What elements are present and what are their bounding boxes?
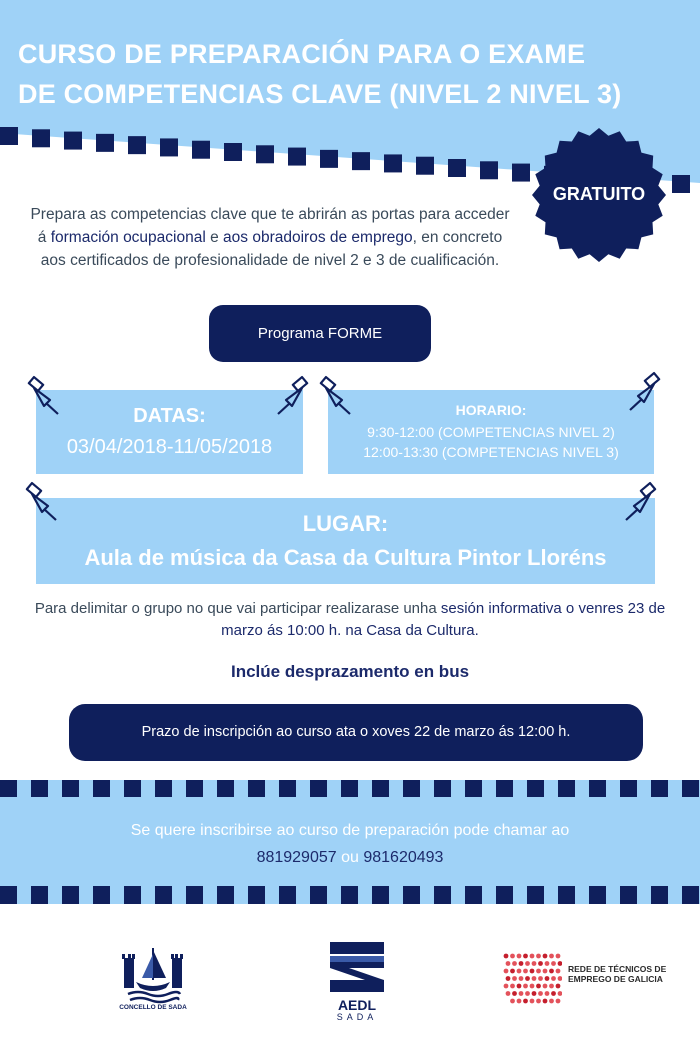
prazo-inscripcion-banner: Prazo de inscripción ao curso ata o xoves 22 de marzo ás 12:00 h. bbox=[69, 704, 643, 761]
phone-link-1[interactable]: 881929057 bbox=[256, 849, 337, 866]
aedl-name: AEDL bbox=[337, 997, 377, 1013]
lugar-title: LUGAR: bbox=[302, 511, 389, 536]
datas-panel bbox=[36, 390, 303, 474]
pushpin-icon bbox=[616, 480, 660, 524]
intro-text: Prepara as competencias clave que te abrirán as portas para acceder á formación ocupacional e aos obradoiros de emprego, en concreto aos certificados de profesionalidade de nivel 2 e 3 de cualificación. bbox=[30, 206, 510, 269]
pushpin-icon bbox=[22, 480, 66, 524]
gratuito-badge: GRATUITO bbox=[552, 184, 646, 204]
bus-note: Inclúe desprazamento en bus bbox=[230, 662, 470, 681]
pushpin-icon bbox=[620, 370, 664, 414]
lugar-value: Aula de música da Casa da Cultura Pintor Lloréns bbox=[84, 545, 607, 570]
programa-forme-button[interactable]: Programa FORME bbox=[209, 305, 431, 362]
pushpin-icon bbox=[268, 374, 312, 418]
horario-line-1: 9:30-12:00 (COMPETENCIAS NIVEL 2) bbox=[367, 424, 615, 440]
pushpin-icon bbox=[24, 374, 68, 418]
datas-value: 03/04/2018-11/05/2018 bbox=[66, 436, 273, 458]
page-title: CURSO DE PREPARACIÓN PARA O EXAME DE COMPETENCIAS CLAVE (NIVEL 2 NIVEL 3) bbox=[18, 39, 622, 109]
pushpin-icon bbox=[316, 374, 360, 418]
contact-text: Se quere inscribirse ao curso de preparación pode chamar ao 881929057 ou 981620493 bbox=[130, 822, 570, 866]
datas-title: DATAS: bbox=[133, 405, 206, 427]
horario-line-2: 12:00-13:30 (COMPETENCIAS NIVEL 3) bbox=[363, 444, 619, 460]
svg-text:CONCELLO DE SADA: CONCELLO DE SADA bbox=[119, 1004, 187, 1010]
aedl-sub: SADA bbox=[336, 1012, 378, 1022]
concello-sada-logo bbox=[118, 940, 188, 1010]
phone-link-2[interactable]: 981620493 bbox=[363, 849, 444, 866]
rede-tecnicos-logo-text: REDE DE TÉCNICOS DE EMPREGO DE GALICIA bbox=[568, 964, 667, 984]
sesion-info-text: Para delimitar o grupo no que vai participar realizarase unha sesión informativa o venres 23 de marzo ás 10:00 h. na Casa da Cultura. bbox=[34, 600, 666, 639]
horario-title: HORARIO: bbox=[455, 402, 527, 418]
rede-dots-icon bbox=[502, 952, 562, 1010]
